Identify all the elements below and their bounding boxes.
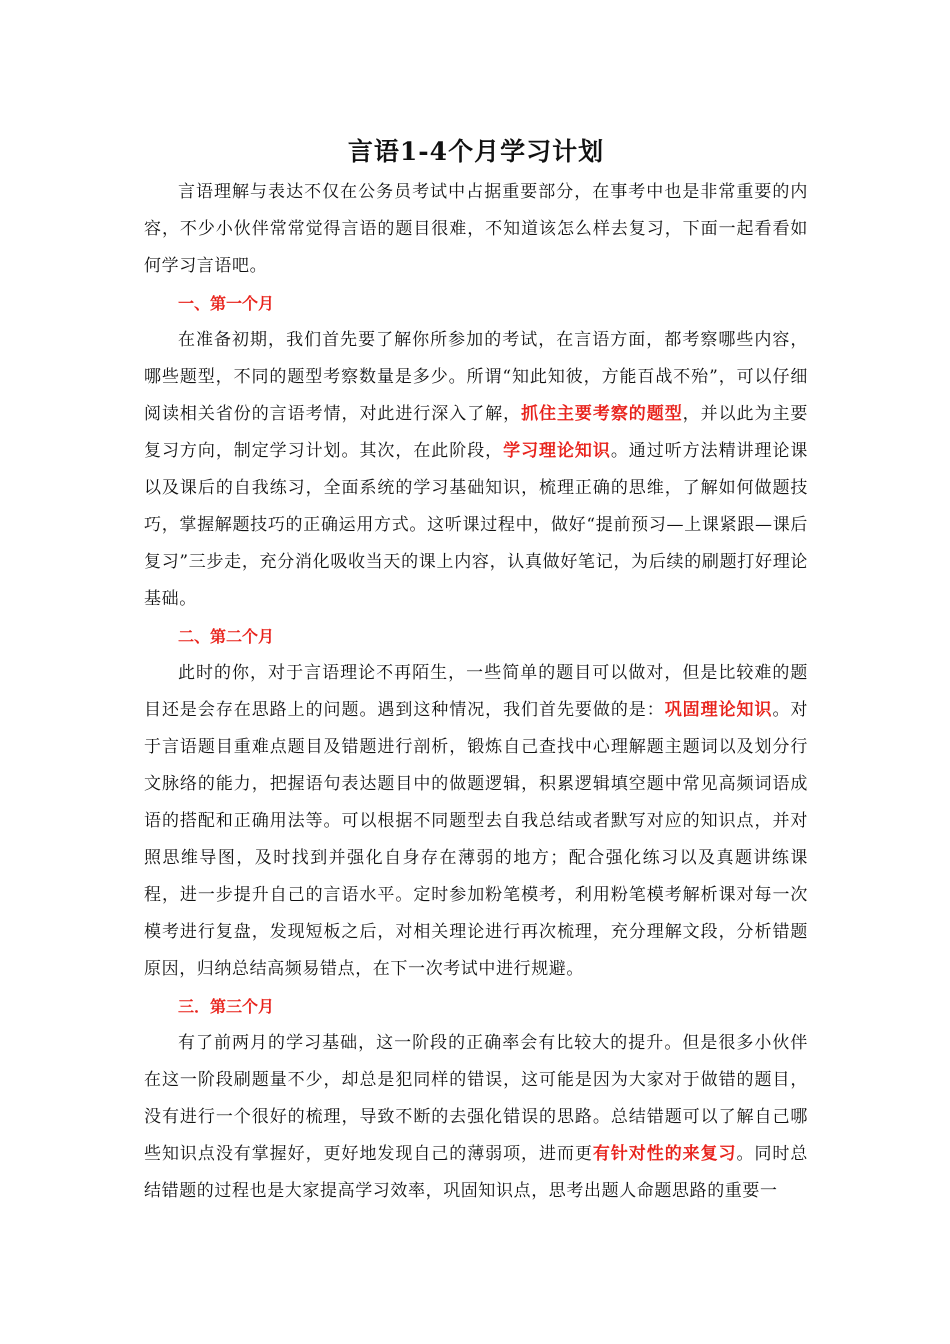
section-2-text-a: 此时的你，对于言语理论不再陌生，一些简单的题目可以做对，但是比较难的题目还是会存在思路上的问题。遇到这种情况，我们首先要做的是： [144, 663, 808, 720]
section-1-text-c: 。通过听方法精讲理论课以及课后的自我练习，全面系统的学习基础知识，梳理正确的思维，了解如何做题技巧，掌握解题技巧的正确运用方式。这听课过程中，做好“提前预习—上课紧跟—课后复习”三步走，充分消化吸收当天的课上内容，认真做好笔记，为后续的刷题打好理论基础。 [144, 441, 808, 609]
section-2-highlight-a: 巩固理论知识 [664, 700, 773, 720]
section-1-highlight-a: 抓住主要考察的题型 [521, 404, 683, 424]
page-title: 言语1-4个月学习计划 [347, 137, 605, 166]
intro-paragraph: 言语理解与表达不仅在公务员考试中占据重要部分，在事考中也是非常重要的内容，不少小伙伴常常觉得言语的题目很难，不知道该怎么样去复习，下面一起看看如何学习言语吧。 [144, 182, 808, 276]
section-2-paragraph [144, 655, 808, 988]
section-3-text-b: 。同时总结错题的过程也是大家提高学习效率，巩固知识点，思考出题人命题思路的重要一 [144, 1144, 808, 1201]
section-1-heading: 一、第一个月 [178, 294, 275, 313]
section-3-paragraph [144, 1025, 808, 1210]
section-1-text-a: 在准备初期，我们首先要了解你所参加的考试，在言语方面，都考察哪些内容，哪些题型，不同的题型考察数量是多少。所谓“知此知彼，方能百战不殆”，可以仔细阅读相关省份的言语考情，对此进行深入了解， [144, 330, 808, 424]
document-page [144, 130, 808, 1210]
section-3-heading: 三．第三个月 [178, 997, 275, 1016]
section-3-highlight-a: 有针对性的来复习 [592, 1144, 737, 1164]
section-1-text-b: ，并以此为主要复习方向，制定学习计划。其次，在此阶段， [144, 404, 809, 461]
section-2-text-b: 。对于言语题目重难点题目及错题进行剖析，锻炼自己查找中心理解题主题词以及划分行文脉络的能力，把握语句表达题目中的做题逻辑，积累逻辑填空题中常见高频词语成语的搭配和正确用法等。可以根据不同题型去自我总结或者默写对应的知识点，并对照思维导图，及时找到并强化自身存在薄弱的地方；配合强化练习以及真题讲练课程，进一步提升自己的言语水平。定时参加粉笔模考，利用粉笔模考解析课对每一次模考进行复盘，发现短板之后，对相关理论进行再次梳理，充分理解文段，分析错题原因，归纳总结高频易错点，在下一次考试中进行规避。 [144, 700, 808, 979]
section-1-paragraph [144, 322, 808, 618]
section-3-text-a: 有了前两月的学习基础，这一阶段的正确率会有比较大的提升。但是很多小伙伴在这一阶段刷题量不少，却总是犯同样的错误，这可能是因为大家对于做错的题目，没有进行一个很好的梳理，导致不断的去强化错误的思路。总结错题可以了解自己哪些知识点没有掌握好，更好地发现自己的薄弱项，进而更 [144, 1033, 808, 1164]
section-2-heading: 二、第二个月 [178, 627, 275, 646]
section-1-highlight-b: 学习理论知识 [503, 441, 611, 461]
